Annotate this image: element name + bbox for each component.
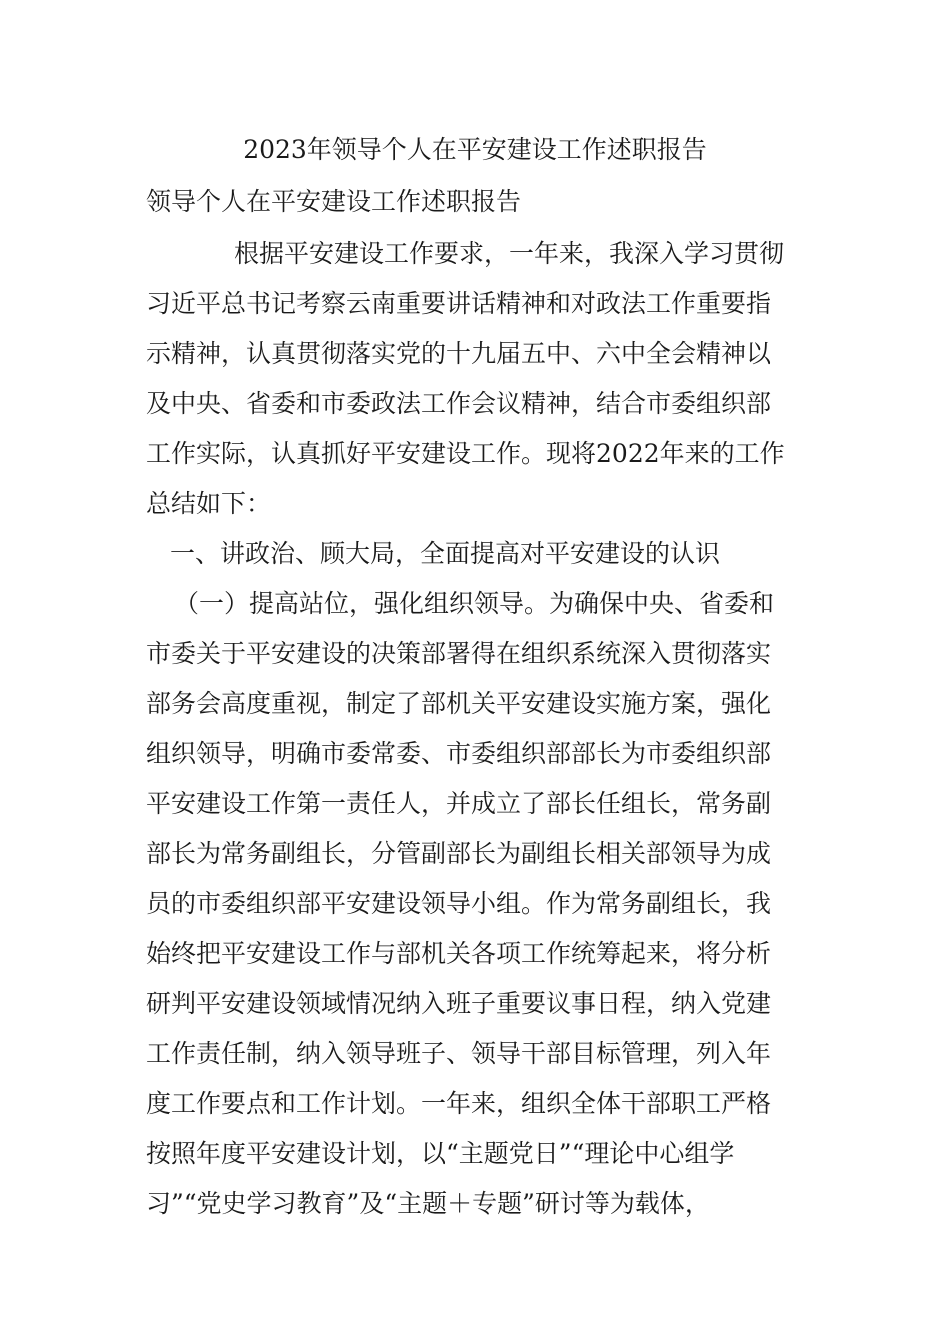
body-line-4: 及中央、省委和市委政法工作会议精神，结合市委组织部 (146, 389, 772, 418)
subsection-heading-1: （一）提高站位，强化组织领导。为确保中央、省委和 (174, 589, 775, 618)
body-line-13: 部长为常务副组长，分管副部长为副组长相关部领导为成 (146, 839, 772, 868)
body-line-19: 按照年度平安建设计划，以“主题党日”“理论中心组学 (146, 1139, 735, 1168)
body-line-17: 工作责任制，纳入领导班子、领导干部目标管理，列入年 (146, 1039, 772, 1068)
body-line-14: 员的市委组织部平安建设领导小组。作为常务副组长，我 (146, 889, 772, 918)
body-line-1: 根据平安建设工作要求，一年来，我深入学习贯彻 (234, 239, 785, 268)
body-line-3: 示精神，认真贯彻落实党的十九届五中、六中全会精神以 (146, 339, 772, 368)
document-subtitle: 领导个人在平安建设工作述职报告 (146, 187, 522, 216)
section-heading-1: 一、讲政治、顾大局，全面提高对平安建设的认识 (170, 539, 721, 568)
body-line-5: 工作实际，认真抓好平安建设工作。现将2022年来的工作 (146, 439, 785, 468)
body-line-15: 始终把平安建设工作与部机关各项工作统筹起来，将分析 (146, 939, 772, 968)
body-line-2: 习近平总书记考察云南重要讲话精神和对政法工作重要指 (146, 289, 772, 318)
body-line-10: 部务会高度重视，制定了部机关平安建设实施方案，强化 (146, 689, 772, 718)
document-title: 2023年领导个人在平安建设工作述职报告 (243, 135, 707, 164)
body-line-6: 总结如下： (146, 489, 272, 518)
body-line-11: 组织领导，明确市委常委、市委组织部部长为市委组织部 (146, 739, 772, 768)
body-line-9: 市委关于平安建设的决策部署得在组织系统深入贯彻落实 (146, 639, 772, 668)
body-line-12: 平安建设工作第一责任人，并成立了部长任组长，常务副 (146, 789, 772, 818)
body-line-16: 研判平安建设领域情况纳入班子重要议事日程，纳入党建 (146, 989, 772, 1018)
body-line-18: 度工作要点和工作计划。一年来，组织全体干部职工严格 (146, 1089, 772, 1118)
body-line-20: 习”“党史学习教育”及“主题＋专题”研讨等为载体， (146, 1189, 710, 1218)
